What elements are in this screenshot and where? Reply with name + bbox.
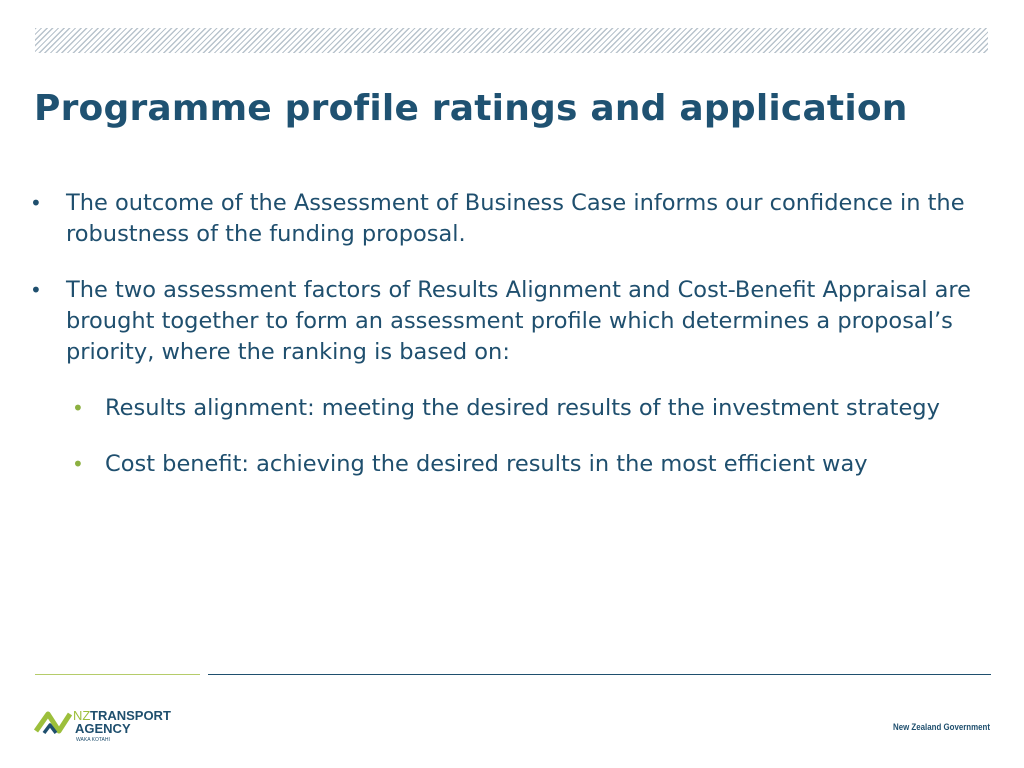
bullet-item — [30, 275, 990, 368]
svg-text:WAKA KOTAHI: WAKA KOTAHI — [76, 737, 110, 743]
footer-divider-blue — [208, 674, 991, 675]
sub-bullet-item — [30, 393, 990, 424]
sub-bullet-marker: • — [72, 396, 84, 420]
slide-title: Programme profile ratings and application — [34, 88, 908, 129]
bullet-text: The outcome of the Assessment of Business Case informs our confidence in the robustness of the funding proposal. — [66, 190, 965, 247]
svg-text:NZ: NZ — [73, 708, 91, 723]
sub-bullet-marker: • — [72, 452, 84, 476]
sub-bullet-text: Cost benefit: achieving the desired results in the most efficient way — [105, 451, 868, 477]
svg-text:AGENCY: AGENCY — [75, 721, 131, 736]
bullet-list — [30, 188, 990, 505]
bullet-marker: • — [30, 278, 42, 302]
new-zealand-government-logo — [893, 718, 993, 734]
bullet-text: The two assessment factors of Results Alignment and Cost-Benefit Appraisal are brought together to form an assessment profile which determines a proposal’s priority, where the ranking is based on: — [66, 277, 972, 365]
sub-bullet-item — [30, 449, 990, 480]
nz-transport-agency-logo — [35, 705, 175, 745]
bullet-item — [30, 188, 990, 250]
sub-bullet-text: Results alignment: meeting the desired results of the investment strategy — [105, 395, 940, 421]
svg-text:New Zealand Government: New Zealand Government — [893, 722, 991, 733]
svg-text:TRANSPORT: TRANSPORT — [90, 708, 171, 723]
footer-divider-green — [35, 674, 200, 675]
bullet-marker: • — [30, 191, 42, 215]
header-hatch-band — [35, 28, 988, 53]
